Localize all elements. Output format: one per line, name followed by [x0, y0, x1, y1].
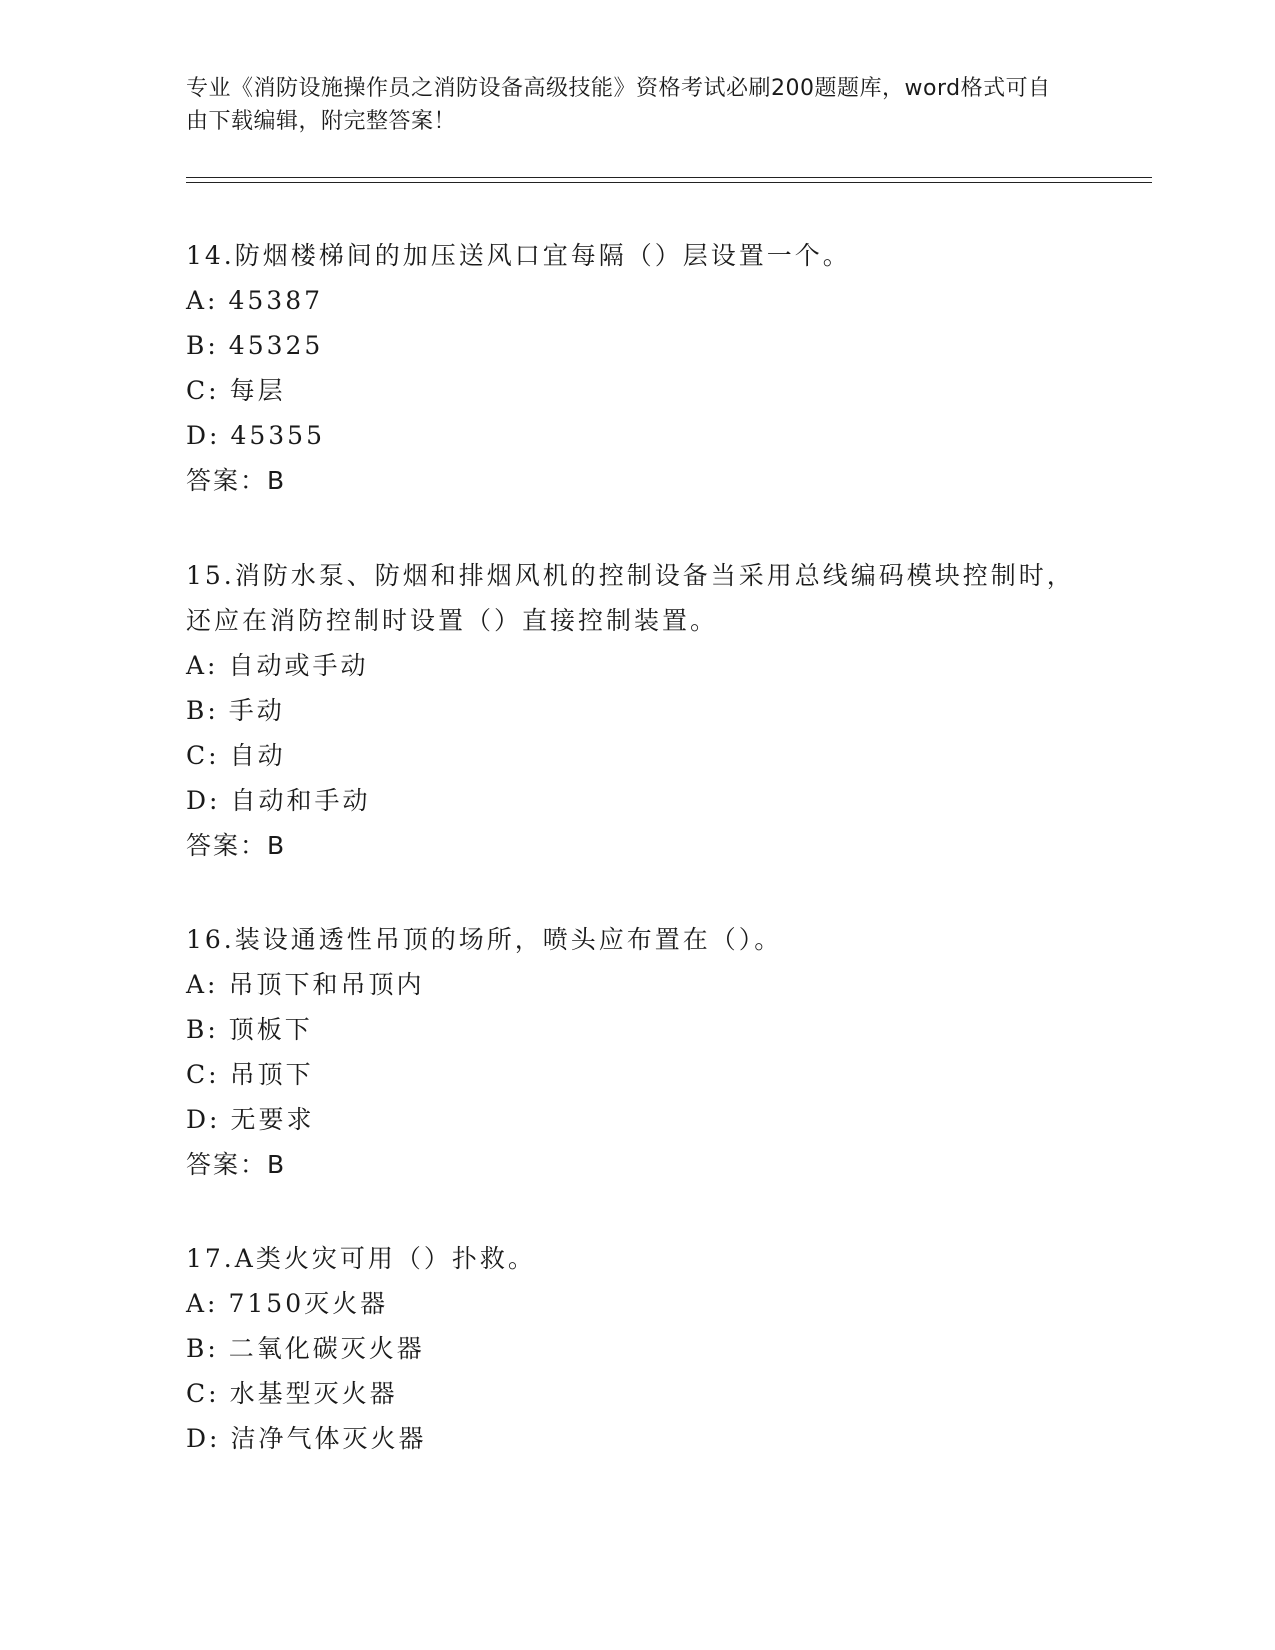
option-text: 每层 — [229, 376, 286, 405]
option-key: B: — [186, 696, 219, 725]
option-text: 手动 — [228, 696, 285, 725]
option-text: 45325 — [228, 331, 324, 360]
option-a — [186, 643, 1086, 688]
question-15 — [186, 553, 1086, 868]
option-text: 自动或手动 — [228, 651, 369, 680]
option-b — [186, 323, 1086, 368]
option-d — [186, 1097, 1086, 1142]
option-key: C: — [186, 1379, 220, 1408]
option-d — [186, 413, 1086, 458]
answer-value: B — [267, 831, 287, 860]
option-key: C: — [186, 741, 220, 770]
option-c — [186, 733, 1086, 778]
option-b — [186, 688, 1086, 733]
option-d — [186, 1416, 1086, 1461]
option-key: D: — [186, 786, 221, 815]
option-key: A: — [186, 651, 219, 680]
question-14 — [186, 233, 1086, 503]
header-divider-bottom — [186, 182, 1152, 183]
answer-value: B — [267, 466, 287, 495]
option-a — [186, 278, 1086, 323]
option-b — [186, 1326, 1086, 1371]
option-a — [186, 962, 1086, 1007]
answer-line — [186, 1142, 1086, 1187]
option-c — [186, 368, 1086, 413]
option-text: 7150灭火器 — [228, 1289, 389, 1318]
option-text: 无要求 — [230, 1105, 315, 1134]
option-key: B: — [186, 331, 219, 360]
question-stem: 16.装设通透性吊顶的场所，喷头应布置在（）。 — [186, 925, 783, 954]
option-key: A: — [186, 970, 219, 999]
answer-line — [186, 458, 1086, 503]
option-a — [186, 1281, 1086, 1326]
document-header: 专业《消防设施操作员之消防设备高级技能》资格考试必刷200题题库，word格式可自由下载编辑，附完整答案！ — [186, 76, 1051, 134]
question-stem: 14.防烟楼梯间的加压送风口宜每隔（）层设置一个。 — [186, 241, 851, 270]
question-stem: 17.A类火灾可用（）扑救。 — [186, 1244, 536, 1273]
option-key: C: — [186, 1060, 220, 1089]
option-key: D: — [186, 1424, 221, 1453]
option-key: C: — [186, 376, 220, 405]
option-key: A: — [186, 286, 219, 315]
option-text: 自动 — [229, 741, 286, 770]
answer-line — [186, 823, 1086, 868]
option-b — [186, 1007, 1086, 1052]
option-key: D: — [186, 1105, 221, 1134]
header-divider-top — [186, 177, 1152, 178]
option-c — [186, 1371, 1086, 1416]
answer-label: 答案： — [186, 831, 268, 860]
option-text: 二氧化碳灭火器 — [228, 1334, 425, 1363]
option-key: B: — [186, 1015, 219, 1044]
option-text: 45355 — [230, 421, 325, 450]
option-key: B: — [186, 1334, 219, 1363]
option-text: 吊顶下 — [229, 1060, 314, 1089]
option-text: 自动和手动 — [230, 786, 371, 815]
option-d — [186, 778, 1086, 823]
answer-label: 答案： — [186, 1150, 268, 1179]
option-text: 水基型灭火器 — [229, 1379, 398, 1408]
option-text: 洁净气体灭火器 — [230, 1424, 427, 1453]
option-key: A: — [186, 1289, 219, 1318]
option-c — [186, 1052, 1086, 1097]
question-16 — [186, 917, 1086, 1187]
answer-label: 答案： — [186, 466, 268, 495]
question-17 — [186, 1236, 1086, 1461]
option-key: D: — [186, 421, 221, 450]
option-text: 45387 — [228, 286, 324, 315]
option-text: 吊顶下和吊顶内 — [228, 970, 425, 999]
answer-value: B — [267, 1150, 287, 1179]
question-stem: 15.消防水泵、防烟和排烟风机的控制设备当采用总线编码模块控制时，还应在消防控制时设置（）直接控制装置。 — [186, 561, 1075, 635]
option-text: 顶板下 — [228, 1015, 313, 1044]
